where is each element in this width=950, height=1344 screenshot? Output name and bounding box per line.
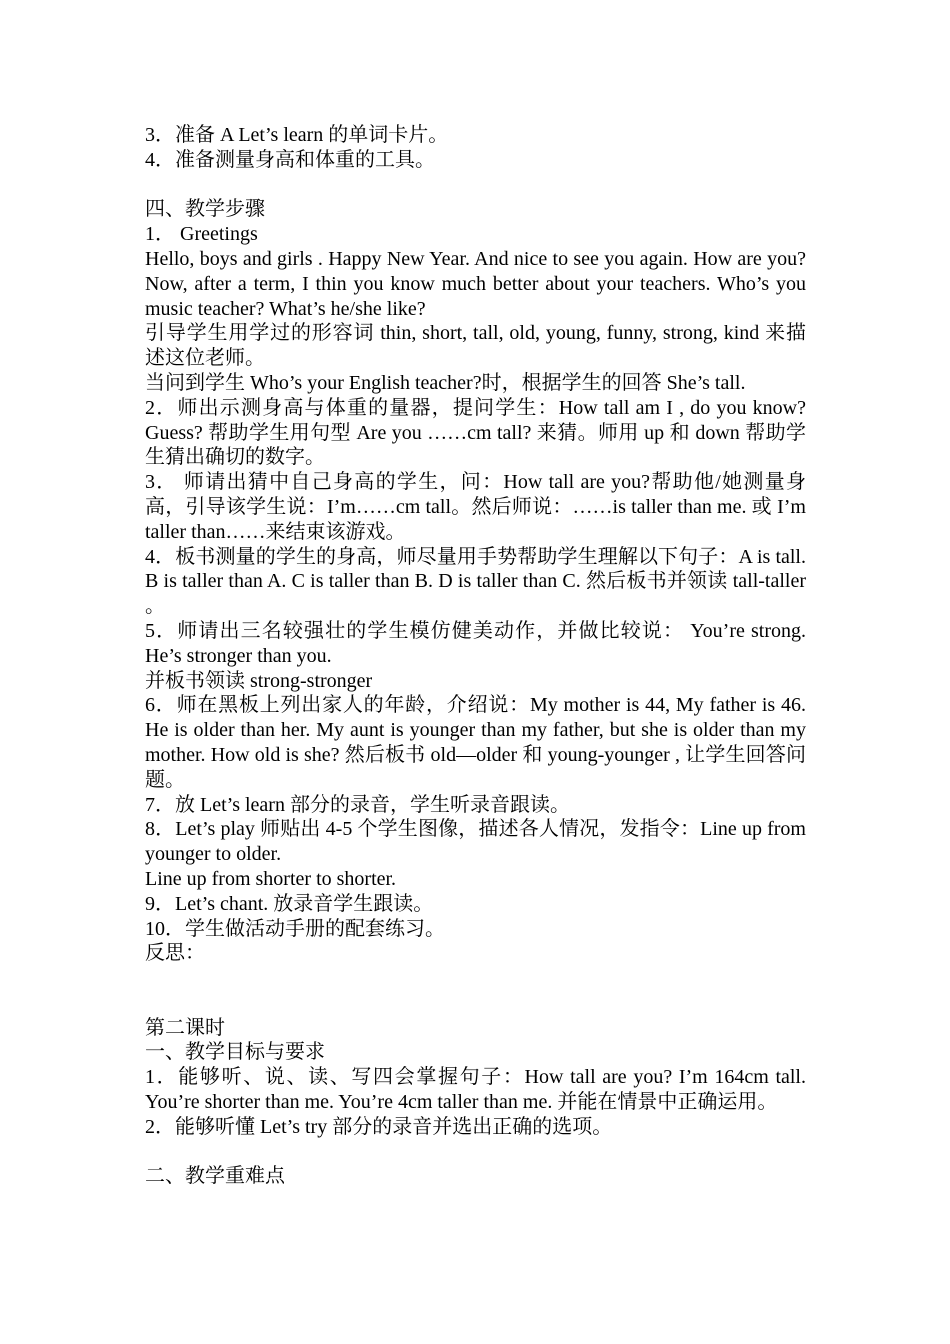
- prep-item-4: 4．准备测量身高和体重的工具。: [145, 148, 435, 171]
- step-6-text: 6．师在黑板上列出家人的年龄，介绍说：My mother is 44, My father is 46. He is older than her. My aunt is younger than my father, but she is older than my mother. How old is she? 然后板书 old—older 和 young-younger , 让学生回答问题。: [145, 694, 806, 791]
- blank-space: [145, 966, 806, 1016]
- goals-heading: 一、教学目标与要求: [145, 1041, 325, 1064]
- lesson-2-title: 第二课时: [145, 1016, 225, 1039]
- step-5-board-text: 并板书领读 strong-stronger: [145, 669, 373, 692]
- reflection-label: 反思：: [145, 942, 205, 965]
- step-1-guide-text: 引导学生用学过的形容词 thin, short, tall, old, young, funny, strong, kind 来描述这位老师。: [145, 322, 806, 370]
- step-2-text: 2．师出示测身高与体重的量器，提问学生：How tall am I , do you know? Guess? 帮助学生用句型 Are you ……cm tall? 来猜。师用 up 和 down 帮助学生猜出确切的数字。: [145, 396, 806, 469]
- goal-1-text: 1．能够听、说、读、写四会掌握句子：How tall are you? I’m 164cm tall. You’re shorter than me. You’re 4cm taller than me. 并能在情景中正确运用。: [145, 1066, 806, 1114]
- section-heading-teaching-steps: 四、教学步骤: [145, 198, 265, 221]
- step-9-text: 9．Let’s chant. 放录音学生跟读。: [145, 892, 434, 915]
- step-1-greeting-text: Hello, boys and girls . Happy New Year. And nice to see you again. How are you? Now, after a term, I thin you know much better about your teachers. Who’s you music teacher? What’s he/she like?: [145, 247, 806, 320]
- blank-line: [145, 173, 806, 198]
- step-1-question-text: 当问到学生 Who’s your English teacher?时，根据学生的回答 She’s tall.: [145, 371, 746, 394]
- step-8-text: 8．Let’s play 师贴出 4-5 个学生图像，描述各人情况，发指令：Line up from younger to older.: [145, 818, 806, 866]
- step-5-text: 5．师请出三名较强壮的学生模仿健美动作，并做比较说： You’re strong. He’s stronger than you.: [145, 619, 806, 667]
- step-7-text: 7．放 Let’s learn 部分的录音，学生听录音跟读。: [145, 793, 570, 816]
- step-8-line-up-text: Line up from shorter to shorter.: [145, 867, 397, 890]
- prep-item-3: 3．准备 A Let’s learn 的单词卡片。: [145, 124, 449, 146]
- step-4-text: 4．板书测量的学生的身高，师尽量用手势帮助学生理解以下句子：A is tall. B is taller than A. C is taller than B. D is taller than C. 然后板书并领读 tall-taller 。: [145, 545, 806, 618]
- step-10-text: 10．学生做活动手册的配套练习。: [145, 917, 445, 940]
- step-1-title: 1． Greetings: [145, 223, 258, 246]
- document-page: [145, 123, 806, 1189]
- difficulties-heading: 二、教学重难点: [145, 1165, 285, 1188]
- blank-line: [145, 1140, 806, 1165]
- goal-2-text: 2．能够听懂 Let’s try 部分的录音并选出正确的选项。: [145, 1115, 613, 1138]
- step-3-text: 3． 师请出猜中自己身高的学生，问：How tall are you?帮助他/她测量身高，引导该学生说：I’m……cm tall。然后师说：……is taller than me. 或 I’m taller than……来结束该游戏。: [145, 471, 806, 543]
